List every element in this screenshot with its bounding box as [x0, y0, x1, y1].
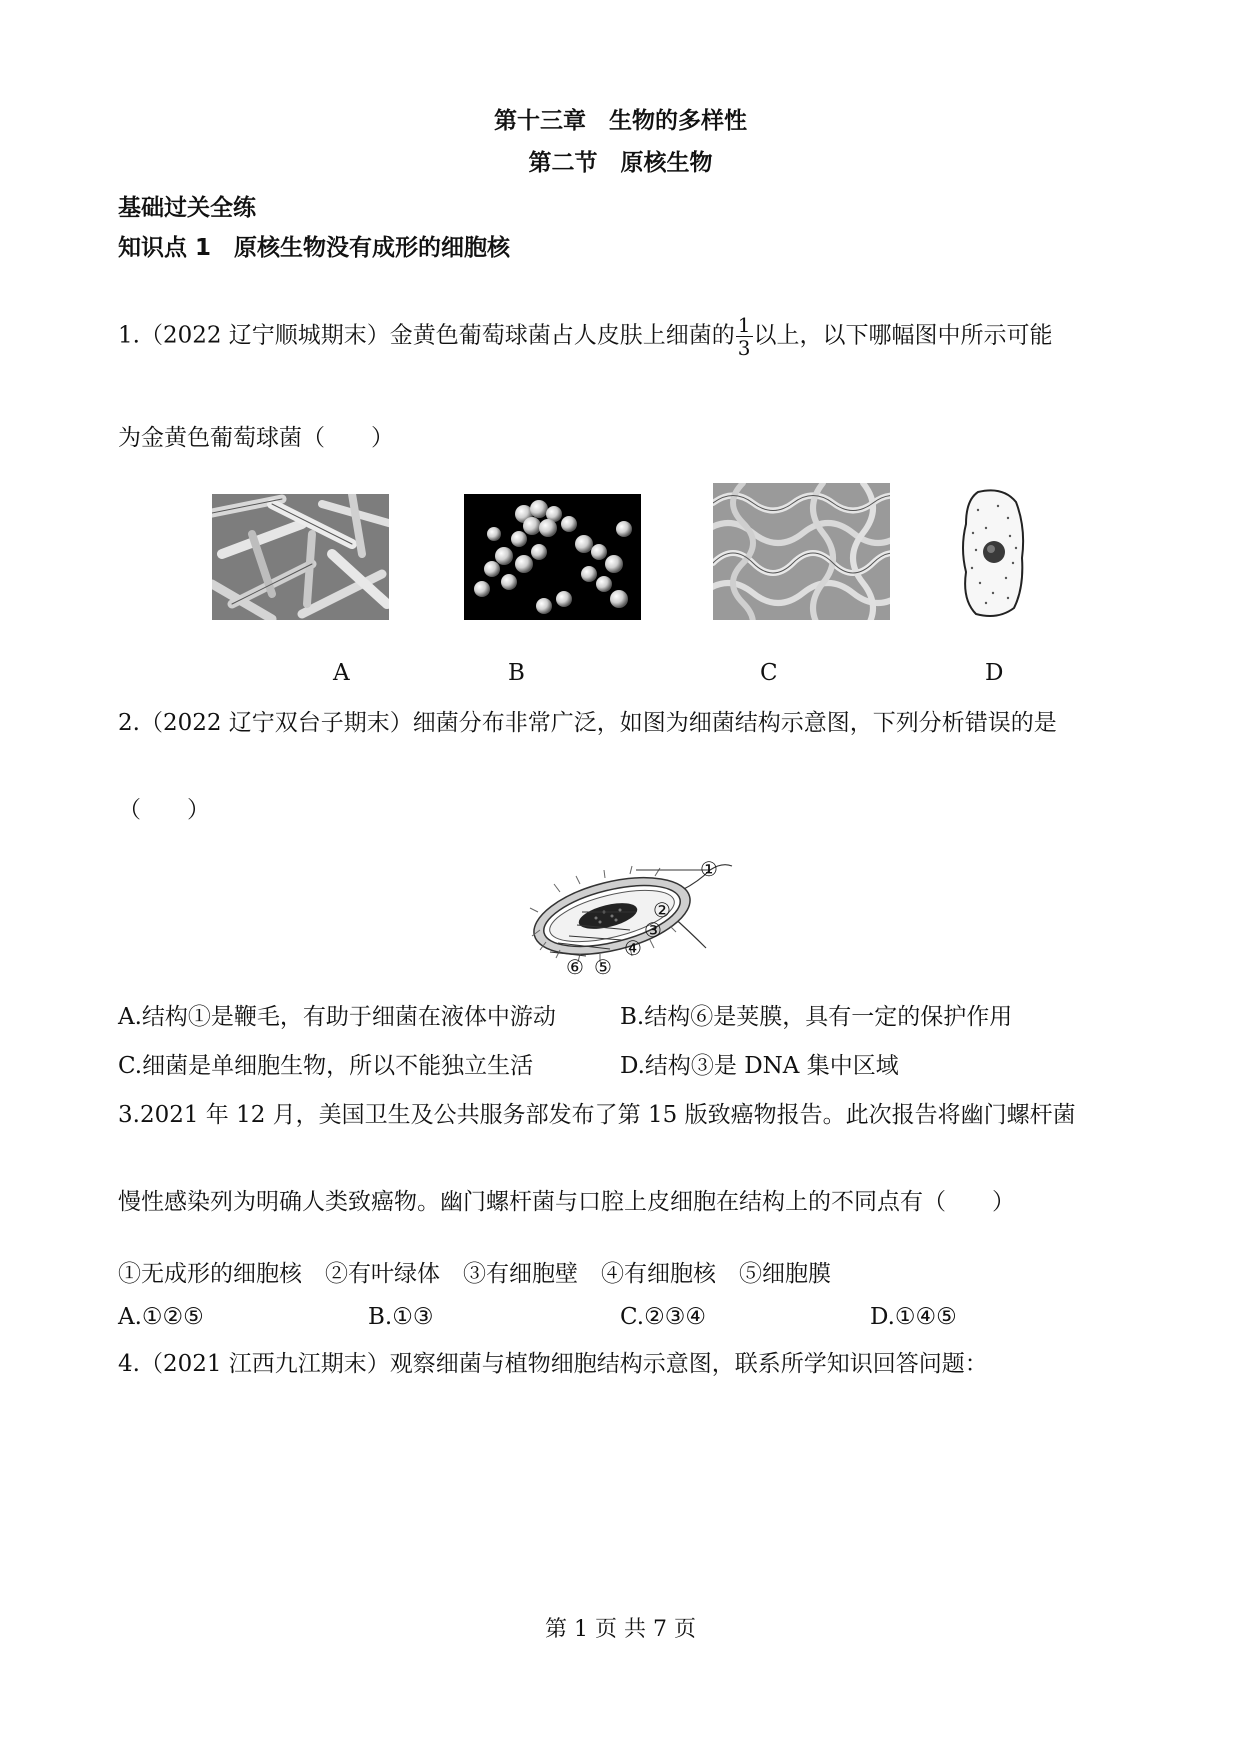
chapter-title: 第十三章 生物的多样性	[494, 108, 747, 134]
diagram-label-2: ②	[653, 898, 671, 922]
question-1-line-2: 为金黄色葡萄球菌（ ）	[118, 425, 394, 451]
diagram-label-6: ⑥	[566, 955, 584, 979]
question-1-line-1	[118, 314, 1053, 359]
question-3-line-1: 3.2021 年 12 月，美国卫生及公共服务部发布了第 15 版致癌物报告。此次报告将幽门螺杆菌	[118, 1102, 1076, 1128]
knowledge-point-heading: 知识点 1 原核生物没有成形的细胞核	[118, 235, 511, 261]
question-2-option-c: C.细菌是单细胞生物，所以不能独立生活	[118, 1053, 534, 1079]
diagram-label-3: ③	[644, 918, 662, 942]
question-3-option-b: B.①③	[368, 1304, 434, 1330]
image-label-a: A	[333, 660, 350, 686]
question-3-option-d: D.①④⑤	[870, 1304, 957, 1330]
image-label-b: B	[508, 660, 525, 686]
image-c-spiral-bacteria	[713, 483, 890, 620]
fraction-numerator: 1	[737, 313, 751, 337]
image-label-d: D	[985, 660, 1004, 686]
section-title: 第二节 原核生物	[528, 150, 713, 176]
image-a-rod-bacteria	[212, 494, 389, 620]
question-4-line-1: 4.（2021 江西九江期末）观察细菌与植物细胞结构示意图，联系所学知识回答问题：	[118, 1351, 988, 1377]
question-3-line-2: 慢性感染列为明确人类致癌物。幽门螺杆菌与口腔上皮细胞在结构上的不同点有（ ）	[118, 1189, 1015, 1215]
practice-heading: 基础过关全练	[118, 195, 256, 221]
question-3-option-c: C.②③④	[620, 1304, 706, 1330]
question-2-option-a: A.结构①是鞭毛，有助于细菌在液体中游动	[118, 1004, 556, 1030]
fraction-one-third	[736, 314, 753, 359]
question-2-line-2: （ ）	[118, 797, 210, 823]
question-2-option-b: B.结构⑥是荚膜，具有一定的保护作用	[620, 1004, 1013, 1030]
question-1-text-prefix: 1.（2022 辽宁顺城期末）金黄色葡萄球菌占人皮肤上细菌的	[118, 322, 735, 349]
image-b-cocci-bacteria	[464, 494, 641, 620]
question-1-text-suffix: 以上，以下哪幅图中所示可能	[753, 322, 1053, 349]
question-3-option-a: A.①②⑤	[118, 1304, 204, 1330]
image-d-epithelial-cell	[958, 488, 1028, 620]
image-label-c: C	[760, 660, 778, 686]
diagram-label-5: ⑤	[594, 955, 612, 979]
question-2-line-1: 2.（2022 辽宁双台子期末）细菌分布非常广泛，如图为细菌结构示意图，下列分析错误的是	[118, 710, 1057, 736]
diagram-label-4: ④	[624, 936, 642, 960]
page-footer: 第 1 页 共 7 页	[545, 1617, 696, 1642]
diagram-label-1: ①	[700, 857, 718, 881]
fraction-denominator: 3	[737, 336, 751, 360]
question-3-statements: ①无成形的细胞核 ②有叶绿体 ③有细胞壁 ④有细胞核 ⑤细胞膜	[118, 1261, 831, 1287]
question-2-option-d: D.结构③是 DNA 集中区域	[620, 1053, 899, 1079]
